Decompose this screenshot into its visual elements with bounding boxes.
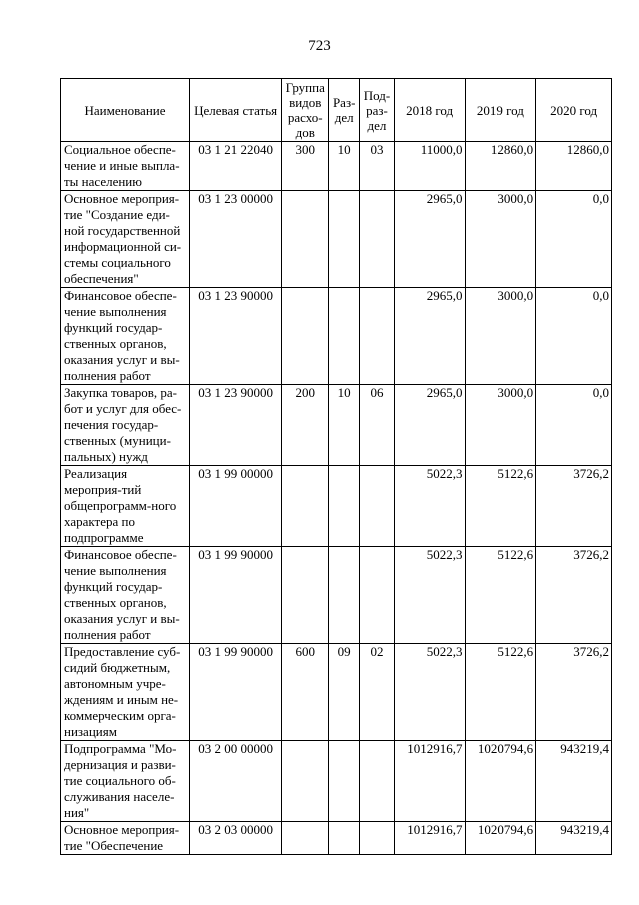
table-row [61,644,612,741]
cell-section: 09 [329,644,360,741]
cell-2018: 5022,3 [394,644,465,741]
cell-2018: 5022,3 [394,547,465,644]
cell-expense-group [282,191,329,288]
header-target-article: Целевая статья [190,79,282,142]
cell-target-article: 03 1 23 90000 [190,385,282,466]
cell-2018: 11000,0 [394,142,465,191]
cell-name: Основное мероприя-тие "Обеспечение [61,822,190,855]
cell-name: Финансовое обеспе-чение выполнения функций государ-ственных органов, оказания услуг и вы-полнения работ [61,547,190,644]
cell-2018: 2965,0 [394,191,465,288]
header-2018: 2018 год [394,79,465,142]
cell-target-article: 03 1 23 00000 [190,191,282,288]
cell-section [329,741,360,822]
cell-2019: 3000,0 [465,288,536,385]
header-name: Наименование [61,79,190,142]
table-row [61,191,612,288]
cell-target-article: 03 2 03 00000 [190,822,282,855]
cell-target-article: 03 1 23 90000 [190,288,282,385]
cell-section: 10 [329,142,360,191]
cell-2019: 5122,6 [465,466,536,547]
cell-2019: 1020794,6 [465,741,536,822]
cell-2020: 12860,0 [536,142,612,191]
cell-2020: 0,0 [536,288,612,385]
cell-2018: 2965,0 [394,385,465,466]
cell-name: Реализация мероприя-тий общепрограмм-ного характера по подпрограмме [61,466,190,547]
cell-2020: 943219,4 [536,741,612,822]
cell-subsection: 03 [360,142,395,191]
cell-2020: 0,0 [536,385,612,466]
header-subsection: Под-раз-дел [360,79,395,142]
cell-expense-group [282,466,329,547]
page-number: 723 [308,38,331,54]
cell-expense-group [282,288,329,385]
cell-subsection [360,822,395,855]
header-expense-group: Группа видов расхо-дов [282,79,329,142]
cell-section [329,547,360,644]
cell-target-article: 03 1 99 00000 [190,466,282,547]
cell-name: Социальное обеспе-чение и иные выпла-ты населению [61,142,190,191]
cell-2020: 943219,4 [536,822,612,855]
table-row [61,547,612,644]
cell-target-article: 03 1 21 22040 [190,142,282,191]
cell-subsection [360,547,395,644]
table-row [61,142,612,191]
cell-section [329,822,360,855]
cell-subsection [360,191,395,288]
cell-expense-group [282,547,329,644]
cell-2020: 3726,2 [536,644,612,741]
table-row [61,822,612,855]
header-2019: 2019 год [465,79,536,142]
table-body [61,142,612,855]
cell-subsection: 02 [360,644,395,741]
cell-section: 10 [329,385,360,466]
cell-expense-group: 200 [282,385,329,466]
cell-target-article: 03 1 99 90000 [190,644,282,741]
cell-section [329,288,360,385]
cell-2020: 3726,2 [536,466,612,547]
table-row [61,385,612,466]
cell-2019: 5122,6 [465,547,536,644]
cell-name: Основное мероприя-тие "Создание еди-ной государственной информационной си-стемы социального обеспечения" [61,191,190,288]
cell-subsection: 06 [360,385,395,466]
table-row [61,288,612,385]
table-row [61,466,612,547]
cell-target-article: 03 2 00 00000 [190,741,282,822]
cell-2019: 1020794,6 [465,822,536,855]
cell-2019: 5122,6 [465,644,536,741]
cell-name: Финансовое обеспе-чение выполнения функций государ-ственных органов, оказания услуг и вы-полнения работ [61,288,190,385]
cell-section [329,191,360,288]
table-row [61,741,612,822]
budget-table [60,78,612,855]
cell-2018: 1012916,7 [394,741,465,822]
cell-expense-group: 600 [282,644,329,741]
cell-2018: 2965,0 [394,288,465,385]
cell-subsection [360,466,395,547]
cell-subsection [360,288,395,385]
cell-2020: 3726,2 [536,547,612,644]
cell-2018: 1012916,7 [394,822,465,855]
cell-2019: 3000,0 [465,191,536,288]
cell-2019: 3000,0 [465,385,536,466]
cell-expense-group [282,822,329,855]
cell-2020: 0,0 [536,191,612,288]
cell-name: Подпрограмма "Мо-дернизация и разви-тие социального об-служивания населе-ния" [61,741,190,822]
cell-expense-group [282,741,329,822]
header-2020: 2020 год [536,79,612,142]
cell-target-article: 03 1 99 90000 [190,547,282,644]
header-section: Раз-дел [329,79,360,142]
cell-section [329,466,360,547]
table-header-row [61,79,612,142]
cell-expense-group: 300 [282,142,329,191]
cell-name: Предоставление суб-сидий бюджетным, автономным учре-ждениям и иным не-коммерческим орга-низациям [61,644,190,741]
cell-2019: 12860,0 [465,142,536,191]
cell-name: Закупка товаров, ра-бот и услуг для обес-печения государ-ственных (муници-пальных) нужд [61,385,190,466]
cell-subsection [360,741,395,822]
cell-2018: 5022,3 [394,466,465,547]
